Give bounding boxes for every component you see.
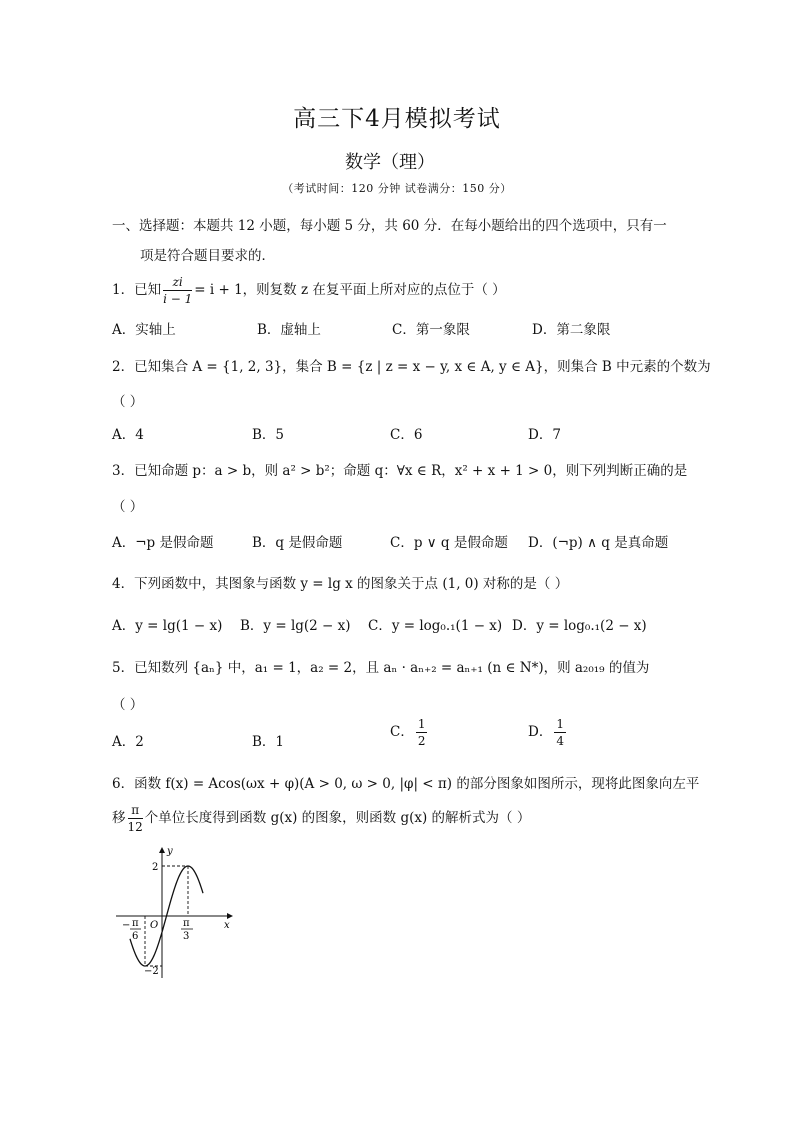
- q6-fraction: [128, 804, 143, 833]
- q5-c-num: 1: [417, 717, 426, 731]
- q1-frac-num: zi: [163, 276, 192, 291]
- q4-option-c: C．y = log₀.₁(1 − x): [368, 618, 503, 634]
- page-title: 高三下4月模拟考试: [293, 106, 501, 132]
- q5-c-den: 2: [417, 734, 426, 748]
- y-min-label: −2: [144, 966, 159, 977]
- q3-option-a: A．¬p 是假命题: [112, 535, 214, 551]
- q5-option-b: B．1: [252, 734, 285, 750]
- q2-option-b: B．5: [252, 427, 285, 443]
- x-left-num: π: [132, 918, 139, 929]
- q6-line2-prefix: 移: [112, 810, 126, 826]
- exam-meta: （考试时间：120 分钟 试卷满分：150 分）: [282, 182, 512, 195]
- q5-d-den: 4: [556, 734, 564, 748]
- q5-c-prefix: C．: [390, 724, 414, 740]
- q1-fraction: [163, 276, 192, 305]
- question-5-stem: 5．已知数列 {aₙ} 中，a₁ = 1，a₂ = 2，且 aₙ · aₙ₊₂ = aₙ₊₁ (n ∈ N*)，则 a₂₀₁₉ 的值为: [112, 660, 650, 676]
- q3-option-c: C．p ∨ q 是假命题: [390, 535, 508, 551]
- q5-option-a: A．2: [112, 734, 144, 750]
- question-4-stem: 4．下列函数中，其图象与函数 y = lg x 的图象关于点 (1, 0) 对称的是（ ）: [112, 576, 569, 592]
- question-6-line2: [112, 804, 530, 833]
- q5-option-d: [528, 718, 568, 747]
- q4-option-b: B．y = lg(2 − x): [240, 618, 351, 634]
- q2-option-c: C．6: [390, 427, 423, 443]
- q2-answer-paren: （ ）: [112, 394, 144, 410]
- q4-option-d: D．y = log₀.₁(2 − x): [512, 618, 647, 634]
- section-heading-line1: 一、选择题：本题共 12 小题，每小题 5 分，共 60 分．在每小题给出的四个选项中，只有一: [112, 218, 667, 234]
- question-3-stem: 3．已知命题 p：a > b，则 a² > b²；命题 q：∀x ∈ R，x² + x + 1 > 0，则下列判断正确的是: [112, 463, 688, 479]
- q1-option-b: B．虚轴上: [257, 322, 321, 338]
- y-axis-label: y: [167, 846, 173, 857]
- q5-d-num: 1: [556, 717, 564, 731]
- q3-option-d: D．(¬p) ∧ q 是真命题: [528, 535, 669, 551]
- question-1-stem: [112, 276, 506, 305]
- q5-option-c: [390, 718, 429, 747]
- q6-frac-den: 12: [127, 820, 143, 834]
- section-heading-line2: 项是符合题目要求的．: [140, 248, 275, 264]
- page-subtitle: 数学（理）: [345, 152, 435, 173]
- x-left-den: 6: [132, 931, 139, 942]
- q1-option-a: A．实轴上: [112, 322, 176, 338]
- cosine-graph: [110, 842, 245, 982]
- q6-line2-suffix: 个单位长度得到函数 g(x) 的图象，则函数 g(x) 的解析式为（ ）: [144, 810, 531, 826]
- q2-option-d: D．7: [528, 427, 561, 443]
- q1-option-c: C．第一象限: [392, 322, 470, 338]
- q1-frac-den: i − 1: [163, 292, 193, 306]
- question-2-stem: 2．已知集合 A = {1, 2, 3}，集合 B = {z | z = x − y, x ∈ A, y ∈ A}，则集合 B 中元素的个数为: [112, 359, 711, 375]
- q1-option-d: D．第二象限: [532, 322, 611, 338]
- x-left-sign: −: [122, 920, 131, 931]
- q5-d-prefix: D．: [528, 724, 553, 740]
- q3-option-b: B．q 是假命题: [252, 535, 343, 551]
- question-6-line1: 6．函数 f(x) = Acos(ωx + φ)(A > 0, ω > 0, |φ| < π) 的部分图象如图所示，现将此图象向左平: [112, 776, 700, 792]
- q5-answer-paren: （ ）: [112, 697, 144, 713]
- q4-option-a: A．y = lg(1 − x): [112, 618, 223, 634]
- q5-d-fraction: [554, 718, 566, 747]
- q2-option-a: A．4: [112, 427, 144, 443]
- q1-suffix: = i + 1，则复数 z 在复平面上所对应的点位于（ ）: [194, 282, 506, 298]
- q6-frac-num: π: [128, 804, 143, 819]
- q1-prefix: 1．已知: [112, 282, 162, 298]
- y-max-label: 2: [152, 862, 159, 873]
- x-axis-label: x: [224, 920, 230, 931]
- x-right-den: 3: [183, 931, 190, 942]
- q3-answer-paren: （ ）: [112, 499, 144, 515]
- origin-label: O: [150, 920, 159, 931]
- q5-c-fraction: [416, 718, 428, 747]
- x-right-num: π: [183, 918, 190, 929]
